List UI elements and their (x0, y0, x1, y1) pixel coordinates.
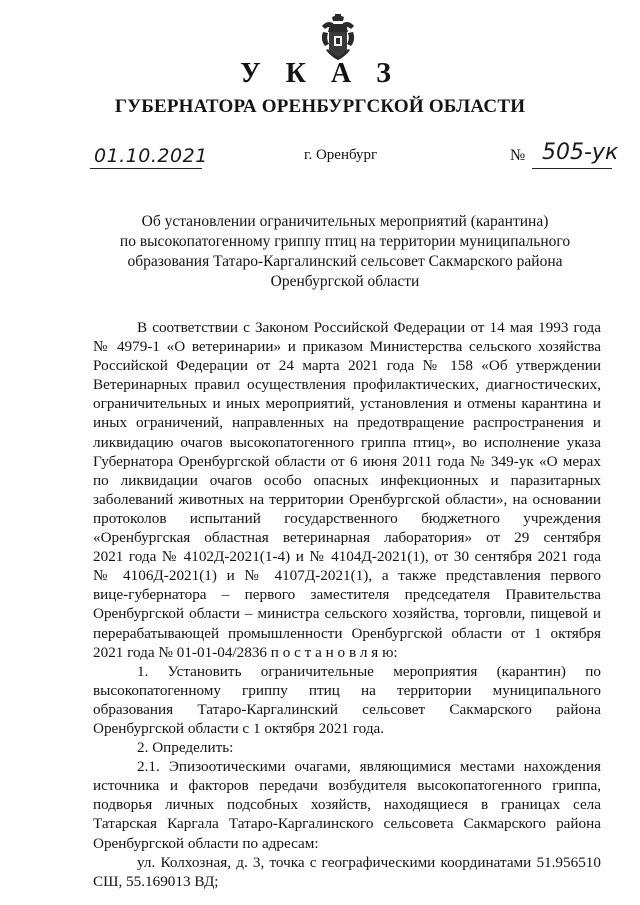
body-line: 2021 года № 4102Д-2021(1-4) и № 4104Д-2021(1), от 30 сентября 2021 года (93, 548, 601, 566)
date-underline (90, 168, 202, 169)
decree-issuer: ГУБЕРНАТОРА ОРЕНБУРГСКОЙ ОБЛАСТИ (114, 96, 526, 117)
body-line: «Оренбургская областная ветеринарная лаборатория» от 29 сентября (93, 529, 601, 547)
body-line: № 4106Д-2021(1) и № 4107Д-2021(1), а также представления первого (93, 567, 601, 585)
body-line: заболеваний животных на территории Оренбургской области», на основании (93, 490, 601, 508)
decree-title: У К А З (240, 58, 400, 89)
body-line: образования Татаро-Каргалинский сельсовет Сакмарского района (93, 700, 601, 718)
body-line: Оренбургской области с 1 октября 2021 года. (93, 719, 385, 737)
body-line: Российской Федерации от 24 марта 2021 года № 158 «Об утверждении (93, 357, 601, 375)
heading-line: Оренбургской области (270, 273, 420, 290)
body-line: ограничительных и иных мероприятий, установления и отмены карантина и (93, 395, 601, 413)
decree-number-label: № (510, 147, 526, 164)
body-line: вице-губернатора – первого заместителя председателя Правительства (93, 586, 601, 604)
body-line: протоколов испытаний государственного бюджетного учреждения (93, 509, 601, 527)
decree-city: г. Оренбург (304, 147, 378, 163)
body-line: иных ограничений, направленных на предотвращение распространения и (93, 414, 601, 432)
heading-line: по высокопатогенному гриппу птиц на территории муниципального (119, 233, 571, 250)
body-line: подворья личных подсобных хозяйств, находящиеся в границах села (93, 796, 601, 814)
body-line: Ветеринарных правил осуществления профилактических, диагностических, (93, 376, 601, 394)
body-line: 2. Определить: (137, 739, 234, 757)
body-line: ул. Колхозная, д. 3, точка с географическими координатами 51.956510 (137, 853, 601, 871)
heading-line: Об установлении ограничительных мероприятий (карантина) (141, 213, 549, 230)
body-line: высокопатогенному гриппу птиц на территории муниципального (93, 681, 601, 699)
coat-of-arms-icon (318, 12, 358, 64)
body-line: источника и факторов передачи возбудителя высокопатогенного гриппа, (93, 777, 601, 795)
decree-heading (110, 212, 580, 292)
body-line: № 4979-1 «О ветеринарии» и приказом Министерства сельского хозяйства (93, 338, 601, 356)
heading-line: образования Татаро-Каргалинский сельсовет Сакмарского района (127, 253, 563, 270)
body-line: 2021 года № 01-01-04/2836 п о с т а н о в л я ю: (93, 643, 398, 661)
decree-date (94, 145, 208, 167)
decree-date-value: 01.10.2021 (94, 145, 208, 167)
body-line: СШ, 55.169013 ВД; (93, 872, 219, 890)
body-line: Губернатора Оренбургской области от 6 июня 2011 года № 349-ук «О мерах (93, 452, 601, 470)
body-line: Оренбургской области – министра сельского хозяйства, торговли, пищевой и (93, 605, 601, 623)
body-line: ликвидацию очагов высокопатогенного гриппа птиц», во исполнение указа (93, 433, 601, 451)
decree-number-value: 505-ук (542, 140, 619, 165)
body-line: перерабатывающей промышленности Оренбургской области от 1 октября (93, 624, 601, 642)
body-line: по ликвидации очагов особо опасных инфекционных и паразитарных (93, 471, 601, 489)
decree-body (93, 318, 601, 891)
body-line: Татарская Каргала Татаро-Каргалинского сельсовета Сакмарского района (93, 815, 601, 833)
body-line: 2.1. Эпизоотическими очагами, являющимися местами нахождения (137, 758, 601, 776)
body-line: 1. Установить ограничительные мероприятия (карантин) по (137, 662, 601, 680)
body-line: В соответствии с Законом Российской Федерации от 14 мая 1993 года (137, 319, 601, 336)
body-line: Оренбургской области по адресам: (93, 834, 319, 852)
number-underline (532, 168, 612, 169)
